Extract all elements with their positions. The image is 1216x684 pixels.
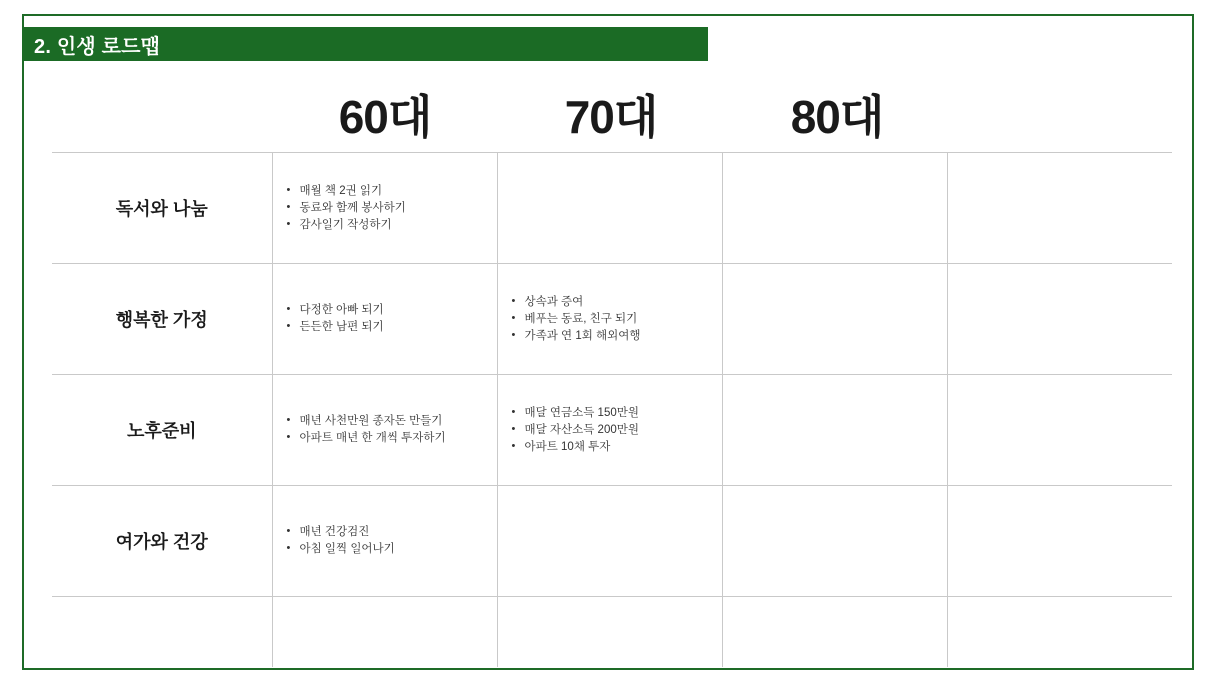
bullet-item: • 다정한 아빠 되기	[287, 302, 384, 319]
decade-header-70: 70대	[564, 91, 658, 143]
cell-3-70	[497, 486, 722, 597]
bullet-list-3-60	[273, 524, 401, 558]
bullet-item: • 감사일기 작성하기	[287, 217, 406, 234]
row-label-3: 여가와 건강	[52, 486, 272, 597]
cell-0-60	[272, 153, 497, 264]
cell-0-90	[947, 153, 1172, 264]
cell-4-90	[947, 597, 1172, 667]
cell-3-90	[947, 486, 1172, 597]
table-row	[52, 264, 1172, 375]
cell-4-70	[497, 597, 722, 667]
decade-header-row	[52, 88, 1172, 150]
bullet-item: • 아파트 10채 투자	[512, 439, 639, 456]
cell-1-80	[722, 264, 947, 375]
bullet-item: • 매달 연금소득 150만원	[512, 405, 639, 422]
cell-3-60	[272, 486, 497, 597]
bullet-item: • 동료와 함께 봉사하기	[287, 200, 406, 217]
cell-2-80	[722, 375, 947, 486]
roadmap-table-body	[52, 153, 1172, 667]
cell-3-80	[722, 486, 947, 597]
table-row	[52, 153, 1172, 264]
row-label-2: 노후준비	[52, 375, 272, 486]
table-row	[52, 486, 1172, 597]
decade-header-60: 60대	[338, 91, 432, 143]
roadmap-table	[52, 152, 1172, 667]
bullet-list-2-70	[498, 405, 645, 456]
cell-2-70	[497, 375, 722, 486]
bullet-item: • 매년 사천만원 종자돈 만들기	[287, 413, 446, 430]
table-row	[52, 375, 1172, 486]
bullet-item: • 든든한 남편 되기	[287, 319, 384, 336]
bullet-list-2-60	[273, 413, 452, 447]
slide-title-band	[22, 27, 708, 61]
bullet-item: • 아파트 매년 한 개씩 투자하기	[287, 430, 446, 447]
bullet-item: • 상속과 증여	[512, 294, 641, 311]
bullet-item: • 가족과 연 1회 해외여행	[512, 328, 641, 345]
cell-2-90	[947, 375, 1172, 486]
bullet-item: • 아침 일찍 일어나기	[287, 541, 395, 558]
table-row	[52, 597, 1172, 667]
cell-4-60	[272, 597, 497, 667]
bullet-item: • 매달 자산소득 200만원	[512, 422, 639, 439]
bullet-item: • 매월 책 2권 읽기	[287, 183, 406, 200]
cell-1-90	[947, 264, 1172, 375]
bullet-list-1-60	[273, 302, 390, 336]
bullet-item: • 매년 건강검진	[287, 524, 395, 541]
row-label-1: 행복한 가정	[52, 264, 272, 375]
bullet-list-1-70	[498, 294, 647, 345]
decade-header-80: 80대	[790, 91, 884, 143]
page-title: 2. 인생 로드맵	[34, 35, 161, 58]
row-label-0: 독서와 나눔	[52, 153, 272, 264]
bullet-list-0-60	[273, 183, 412, 234]
cell-2-60	[272, 375, 497, 486]
cell-0-80	[722, 153, 947, 264]
row-label-4	[52, 597, 272, 667]
cell-1-60	[272, 264, 497, 375]
cell-1-70	[497, 264, 722, 375]
bullet-item: • 베푸는 동료, 친구 되기	[512, 311, 641, 328]
cell-0-70	[497, 153, 722, 264]
cell-4-80	[722, 597, 947, 667]
